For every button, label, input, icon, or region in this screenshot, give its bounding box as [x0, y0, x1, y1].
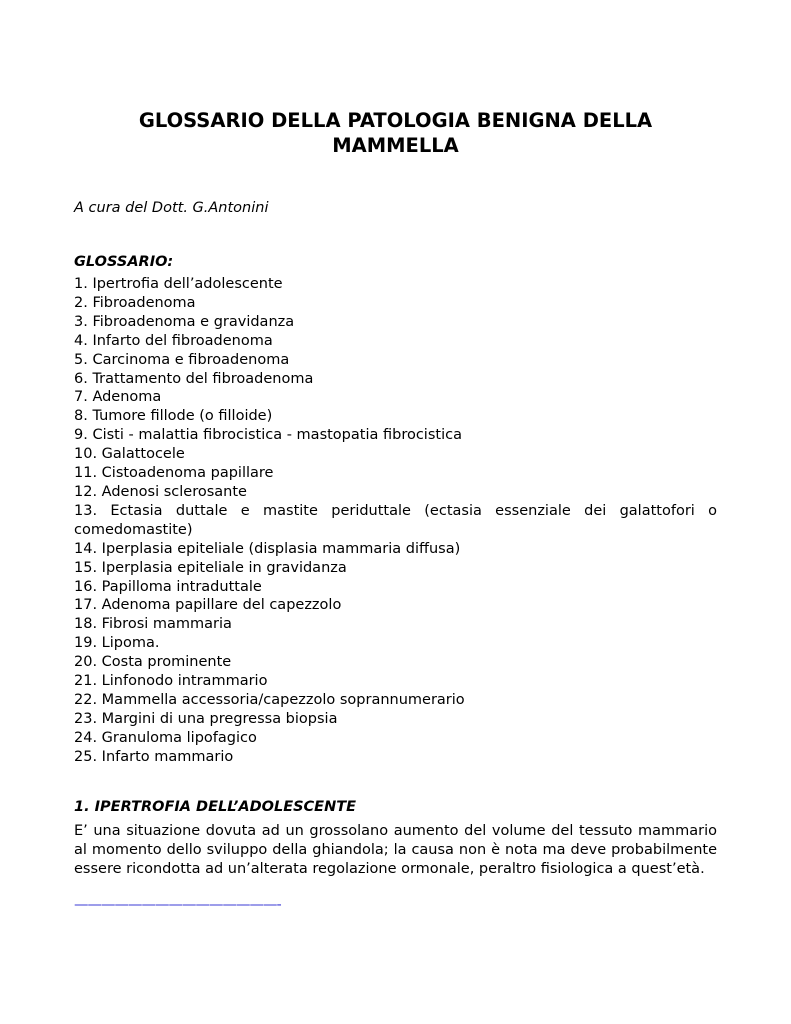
glossary-item: 9. Cisti - malattia fibrocistica - mastopatia fibrocistica: [74, 427, 462, 444]
glossary-heading: GLOSSARIO:: [74, 254, 174, 270]
glossary-item: 17. Adenoma papillare del capezzolo: [74, 597, 342, 614]
glossary-item: 11. Cistoadenoma papillare: [74, 465, 274, 482]
document-title: GLOSSARIO DELLA PATOLOGIA BENIGNA DELLA MAMMELLA: [138, 109, 653, 157]
glossary-item: 14. Iperplasia epiteliale (displasia mammaria diffusa): [74, 540, 461, 557]
glossary-item: 10. Galattocele: [74, 446, 185, 463]
glossary-item: 21. Linfonodo intrammario: [74, 673, 268, 690]
glossary-item: 15. Iperplasia epiteliale in gravidanza: [74, 559, 347, 576]
author-byline: A cura del Dott. G.Antonini: [74, 200, 269, 216]
section-heading: 1. IPERTROFIA DELL’ADOLESCENTE: [74, 799, 357, 815]
glossary-item: 7. Adenoma: [74, 389, 162, 406]
glossary-item: 4. Infarto del fibroadenoma: [74, 332, 273, 349]
glossary-item: 20. Costa prominente: [74, 654, 232, 671]
glossary-item: 13. Ectasia duttale e mastite periduttale (ectasia essenziale dei galattofori o comedomastite): [74, 502, 717, 538]
glossary-item: 3. Fibroadenoma e gravidanza: [74, 313, 295, 330]
glossary-item: 16. Papilloma intraduttale: [74, 578, 262, 595]
glossary-item: 8. Tumore fillode (o filloide): [74, 408, 273, 425]
section-body: E’ una situazione dovuta ad un grossolano aumento del volume del tessuto mammario al momento dello sviluppo della ghiandola; la causa non è nota ma deve probabilmente essere ricondotta ad un’alterata regolazione ormonale, peraltro fisiologica a quest’età.: [74, 823, 717, 877]
glossary-item: 25. Infarto mammario: [74, 748, 234, 765]
glossary-item: 18. Fibrosi mammaria: [74, 616, 232, 633]
glossary-item: 19. Lipoma.: [74, 635, 160, 652]
glossary-item: 22. Mammella accessoria/capezzolo soprannumerario: [74, 691, 465, 708]
glossary-item: 12. Adenosi sclerosante: [74, 483, 247, 500]
glossary-item: 2. Fibroadenoma: [74, 294, 196, 311]
glossary-item: 1. Ipertrofia dell’adolescente: [74, 276, 283, 292]
glossary-item: 23. Margini di una pregressa biopsia: [74, 710, 338, 727]
glossary-item: 6. Trattamento del fibroadenoma: [74, 370, 314, 387]
back-link-divider[interactable]: ———————————————-: [74, 897, 281, 913]
glossary-item: 24. Granuloma lipofagico: [74, 729, 257, 746]
glossary-item: 5. Carcinoma e fibroadenoma: [74, 351, 290, 368]
glossary-list: [74, 275, 717, 767]
